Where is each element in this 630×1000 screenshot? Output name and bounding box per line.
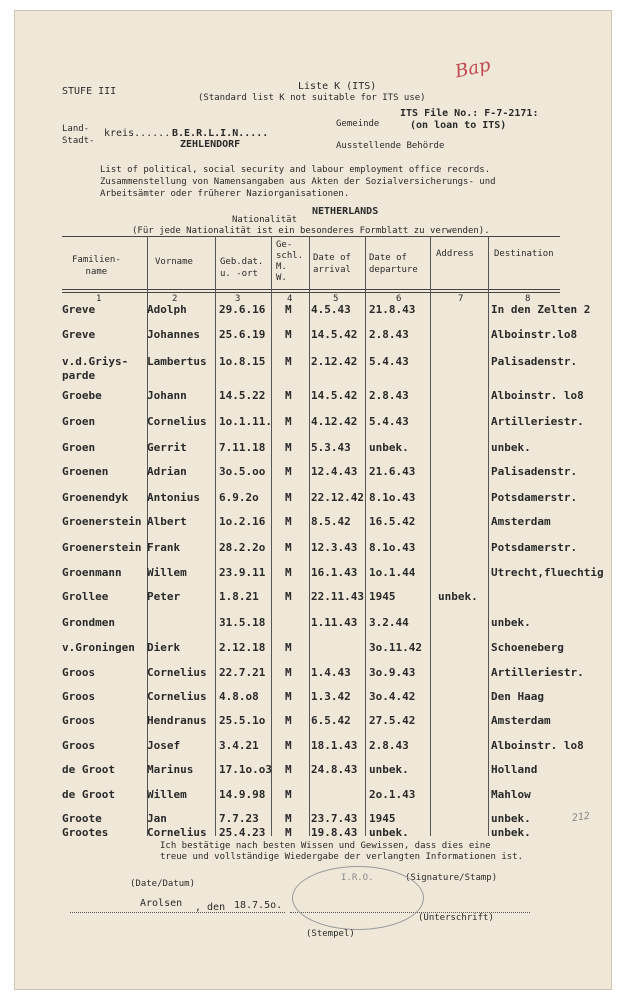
cell-sex: M: [285, 566, 292, 579]
cell-departure: 1945: [369, 812, 396, 825]
signature-label: (Signature/Stamp): [405, 873, 498, 883]
cell-destination: Holland: [491, 763, 538, 776]
cell-destination: Amsterdam: [491, 515, 551, 528]
table-row: [0, 763, 630, 785]
col-header-geschl: Ge- schl. M. W.: [276, 240, 304, 283]
cell-sex: M: [285, 739, 292, 752]
cell-familienname: de Groot: [62, 788, 115, 801]
cell-familienname: Grootes: [62, 826, 109, 839]
cell-geb: 31.5.18: [219, 616, 266, 629]
cell-geb: 1o.8.15: [219, 355, 266, 368]
table-row: [0, 491, 630, 513]
cell-departure: 21.8.43: [369, 303, 416, 316]
cell-arrival: 22.12.42: [311, 491, 364, 504]
city-value: B.E.R.L.I.N.....: [172, 128, 269, 139]
cell-vorname: Johannes: [147, 328, 200, 341]
file-note: (on loan to ITS): [410, 120, 507, 131]
cell-vorname: Antonius: [147, 491, 200, 504]
cell-destination: Palisadenstr.: [491, 465, 578, 478]
cell-geb: 28.2.2o: [219, 541, 266, 554]
place-value: Arolsen: [140, 898, 183, 909]
cell-familienname: Groebe: [62, 389, 102, 402]
cell-sex: M: [285, 826, 292, 839]
cell-destination: In den Zelten 2: [491, 303, 591, 316]
cell-geb: 29.6.16: [219, 303, 266, 316]
cell-geb: 7.7.23: [219, 812, 259, 825]
cell-geb: 3.4.21: [219, 739, 259, 752]
cell-sex: M: [285, 641, 292, 654]
cell-arrival: 1.11.43: [311, 616, 358, 629]
cell-vorname: Frank: [147, 541, 181, 554]
cell-sex: M: [285, 541, 292, 554]
cell-arrival: 18.1.43: [311, 739, 358, 752]
cell-geb: 25.6.19: [219, 328, 266, 341]
table-row: [0, 739, 630, 761]
kreis-label: kreis......: [104, 128, 171, 139]
col-header-vorname: Vorname: [155, 257, 193, 267]
cell-vorname: Dierk: [147, 641, 181, 654]
table-row: [0, 465, 630, 487]
cell-departure: 21.6.43: [369, 465, 416, 478]
cell-familienname: Groenmann: [62, 566, 122, 579]
cell-familienname: Groenen: [62, 465, 109, 478]
cell-destination: unbek.: [491, 616, 531, 629]
cell-vorname: Johann: [147, 389, 187, 402]
table-row: [0, 641, 630, 663]
cell-sex: M: [285, 465, 292, 478]
description-line-3: Arbeitsämter oder früherer Naziorganisationen.: [100, 189, 350, 199]
date-line: [70, 912, 285, 913]
cell-departure: 2.8.43: [369, 739, 409, 752]
cell-arrival: 1.3.42: [311, 690, 351, 703]
cell-destination: unbek.: [491, 812, 531, 825]
cell-arrival: 24.8.43: [311, 763, 358, 776]
cell-familienname: Groen: [62, 415, 96, 428]
cell-familienname: Groote: [62, 812, 102, 825]
col-number: 7: [458, 294, 464, 304]
cell-destination: Mahlow: [491, 788, 531, 801]
cell-familienname: Groos: [62, 690, 96, 703]
cell-familienname: Grollee: [62, 590, 109, 603]
stempel-label: (Stempel): [306, 929, 355, 939]
cell-destination: Den Haag: [491, 690, 544, 703]
cell-departure: 8.1o.43: [369, 491, 416, 504]
cell-sex: M: [285, 441, 292, 454]
col-header-destination: Destination: [494, 249, 554, 259]
cell-departure: 5.4.43: [369, 415, 409, 428]
cell-departure: 3o.9.43: [369, 666, 416, 679]
cell-destination: unbek.: [491, 441, 531, 454]
unterschrift-label: (Unterschrift): [418, 913, 494, 923]
cell-arrival: 23.7.43: [311, 812, 358, 825]
cell-geb: 17.1o.o3: [219, 763, 272, 776]
cell-vorname: Willem: [147, 788, 187, 801]
cell-vorname: Cornelius: [147, 690, 207, 703]
cell-destination: Alboinstr. lo8: [491, 389, 584, 402]
col-number: 6: [396, 294, 402, 304]
statement-line-2: treue und vollständige Wiedergabe der verlangten Informationen ist.: [160, 852, 524, 862]
cell-arrival: 12.4.43: [311, 465, 358, 478]
cell-geb: 1o.1.11.: [219, 415, 272, 428]
cell-familienname: de Groot: [62, 763, 115, 776]
cell-familienname: Groenerstein: [62, 541, 142, 554]
col-number: 2: [172, 294, 178, 304]
land-stadt-label: Land- Stadt-: [62, 124, 95, 146]
cell-geb: 25.5.1o: [219, 714, 266, 727]
office-stamp: [292, 866, 424, 930]
cell-sex: M: [285, 491, 292, 504]
cell-departure: 3.2.44: [369, 616, 409, 629]
col-header-address: Address: [436, 249, 474, 259]
district-value: ZEHLENDORF: [180, 139, 241, 150]
nationality-value: NETHERLANDS: [312, 206, 379, 217]
cell-familienname: Greve: [62, 328, 96, 341]
cell-departure: unbek.: [369, 441, 409, 454]
cell-geb: 7.11.18: [219, 441, 266, 454]
cell-geb: 25.4.23: [219, 826, 266, 839]
cell-departure: 5.4.43: [369, 355, 409, 368]
cell-departure: 1945: [369, 590, 396, 603]
cell-sex: M: [285, 328, 292, 341]
cell-arrival: 2.12.42: [311, 355, 358, 368]
table-top-rule: [62, 236, 560, 237]
col-number: 3: [235, 294, 241, 304]
table-row: [0, 616, 630, 638]
table-row: [0, 690, 630, 712]
cell-departure: 2o.1.43: [369, 788, 416, 801]
cell-geb: 1.8.21: [219, 590, 259, 603]
cell-destination: Utrecht,fluechtig: [491, 566, 604, 579]
cell-departure: unbek.: [369, 826, 409, 839]
table-row: [0, 303, 630, 325]
cell-destination: Schoeneberg: [491, 641, 564, 654]
col-number: 5: [333, 294, 339, 304]
cell-arrival: 16.1.43: [311, 566, 358, 579]
file-number: ITS File No.: F-7-2171:: [400, 108, 539, 119]
cell-sex: M: [285, 763, 292, 776]
cell-sex: M: [285, 389, 292, 402]
gemeinde-label: Gemeinde: [336, 119, 380, 129]
table-row: [0, 328, 630, 350]
cell-departure: 27.5.42: [369, 714, 416, 727]
table-row: [0, 788, 630, 810]
table-header-rule: [62, 289, 560, 290]
cell-arrival: 22.11.43: [311, 590, 364, 603]
col-number: 8: [525, 294, 531, 304]
table-row: [0, 590, 630, 612]
cell-geb: 3o.5.oo: [219, 465, 266, 478]
cell-arrival: 14.5.42: [311, 328, 358, 341]
cell-vorname: Cornelius: [147, 415, 207, 428]
cell-geb: 14.5.22: [219, 389, 266, 402]
cell-vorname: Hendranus: [147, 714, 207, 727]
cell-vorname: Jan: [147, 812, 167, 825]
cell-vorname: Gerrit: [147, 441, 187, 454]
table-row: [0, 566, 630, 588]
cell-sex: M: [285, 788, 292, 801]
cell-departure: unbek.: [369, 763, 409, 776]
liste-note: (Standard list K not suitable for ITS use): [198, 93, 426, 103]
nationality-note: (Für jede Nationalität ist ein besonderes Formblatt zu verwenden).: [132, 226, 490, 236]
cell-departure: 16.5.42: [369, 515, 416, 528]
cell-geb: 6.9.2o: [219, 491, 259, 504]
cell-vorname: Cornelius: [147, 666, 207, 679]
cell-destination: Alboinstr. lo8: [491, 739, 584, 752]
cell-sex: M: [285, 415, 292, 428]
cell-arrival: 4.12.42: [311, 415, 358, 428]
cell-arrival: 14.5.42: [311, 389, 358, 402]
col-header-departure: Date of departure: [369, 253, 418, 275]
cell-geb: 23.9.11: [219, 566, 266, 579]
cell-sex: M: [285, 812, 292, 825]
cell-geb: 2.12.18: [219, 641, 266, 654]
cell-departure: 3o.4.42: [369, 690, 416, 703]
table-row: [0, 515, 630, 537]
table-row: [0, 415, 630, 437]
cell-arrival: 4.5.43: [311, 303, 351, 316]
cell-vorname: Marinus: [147, 763, 194, 776]
cell-sex: M: [285, 590, 292, 603]
cell-destination: Palisadenstr.: [491, 355, 578, 368]
cell-destination: Artilleriestr.: [491, 666, 584, 679]
cell-destination: Artilleriestr.: [491, 415, 584, 428]
table-header-rule-2: [62, 292, 560, 293]
cell-vorname: Cornelius: [147, 826, 207, 839]
cell-vorname: Adrian: [147, 465, 187, 478]
cell-familienname: Groen: [62, 441, 96, 454]
pen-annotation: Bap: [453, 54, 493, 83]
cell-familienname: Groos: [62, 714, 96, 727]
cell-familienname: Groos: [62, 739, 96, 752]
col-header-arrival: Date of arrival: [313, 253, 351, 275]
table-row: [0, 666, 630, 688]
table-row: [0, 541, 630, 563]
cell-sex: M: [285, 666, 292, 679]
liste-title: Liste K (ITS): [298, 81, 377, 92]
cell-arrival: 12.3.43: [311, 541, 358, 554]
description-line-1: List of political, social security and labour employment office records.: [100, 165, 491, 175]
col-header-geb: Geb.dat. u. -ort: [220, 257, 264, 279]
cell-geb: 4.8.o8: [219, 690, 259, 703]
cell-sex: M: [285, 714, 292, 727]
cell-familienname: Groos: [62, 666, 96, 679]
cell-geb: 1o.2.16: [219, 515, 266, 528]
cell-departure: 1o.1.44: [369, 566, 416, 579]
cell-sex: M: [285, 690, 292, 703]
cell-familienname: Groenerstein: [62, 515, 142, 528]
table-row: [0, 389, 630, 411]
nationality-label: Nationalität: [232, 215, 298, 225]
cell-sex: M: [285, 303, 292, 316]
cell-departure: 2.8.43: [369, 328, 409, 341]
cell-address: unbek.: [438, 590, 478, 603]
cell-destination: unbek.: [491, 826, 531, 839]
cell-geb: 22.7.21: [219, 666, 266, 679]
cell-familienname: v.d.Griys- parde: [62, 355, 129, 382]
cell-destination: Alboinstr.lo8: [491, 328, 578, 341]
cell-departure: 8.1o.43: [369, 541, 416, 554]
cell-familienname: Greve: [62, 303, 96, 316]
cell-destination: Potsdamerstr.: [491, 541, 578, 554]
statement-line-1: Ich bestätige nach besten Wissen und Gewissen, dass dies eine: [160, 841, 491, 851]
cell-vorname: Albert: [147, 515, 187, 528]
cell-familienname: Grondmen: [62, 616, 115, 629]
behoerde-label: Ausstellende Behörde: [336, 141, 445, 151]
cell-vorname: Adolph: [147, 303, 187, 316]
cell-vorname: Josef: [147, 739, 181, 752]
den-label: , den: [195, 902, 226, 913]
cell-vorname: Willem: [147, 566, 187, 579]
cell-departure: 2.8.43: [369, 389, 409, 402]
cell-vorname: Peter: [147, 590, 181, 603]
cell-familienname: Groenendyk: [62, 491, 129, 504]
cell-arrival: 6.5.42: [311, 714, 351, 727]
col-number: 1: [96, 294, 102, 304]
stufe-label: STUFE III: [62, 86, 117, 97]
margin-annotation: 212: [571, 810, 591, 825]
cell-arrival: 1.4.43: [311, 666, 351, 679]
col-number: 4: [287, 294, 293, 304]
stamp-text: I.R.O.: [341, 873, 374, 883]
cell-departure: 3o.11.42: [369, 641, 422, 654]
cell-vorname: Lambertus: [147, 355, 207, 368]
table-row: [0, 355, 630, 382]
date-label: (Date/Datum): [130, 879, 196, 889]
table-row: [0, 714, 630, 736]
cell-geb: 14.9.98: [219, 788, 266, 801]
cell-sex: M: [285, 515, 292, 528]
description-line-2: Zusammenstellung von Namensangaben aus Akten der Sozialversicherungs- und: [100, 177, 496, 187]
cell-arrival: 5.3.43: [311, 441, 351, 454]
cell-familienname: v.Groningen: [62, 641, 135, 654]
table-row: [0, 441, 630, 463]
cell-arrival: 8.5.42: [311, 515, 351, 528]
date-value: 18.7.5o.: [234, 900, 283, 911]
cell-destination: Amsterdam: [491, 714, 551, 727]
cell-arrival: 19.8.43: [311, 826, 358, 839]
cell-sex: M: [285, 355, 292, 368]
cell-destination: Potsdamerstr.: [491, 491, 578, 504]
col-header-familienname: Familien- name: [72, 255, 121, 277]
